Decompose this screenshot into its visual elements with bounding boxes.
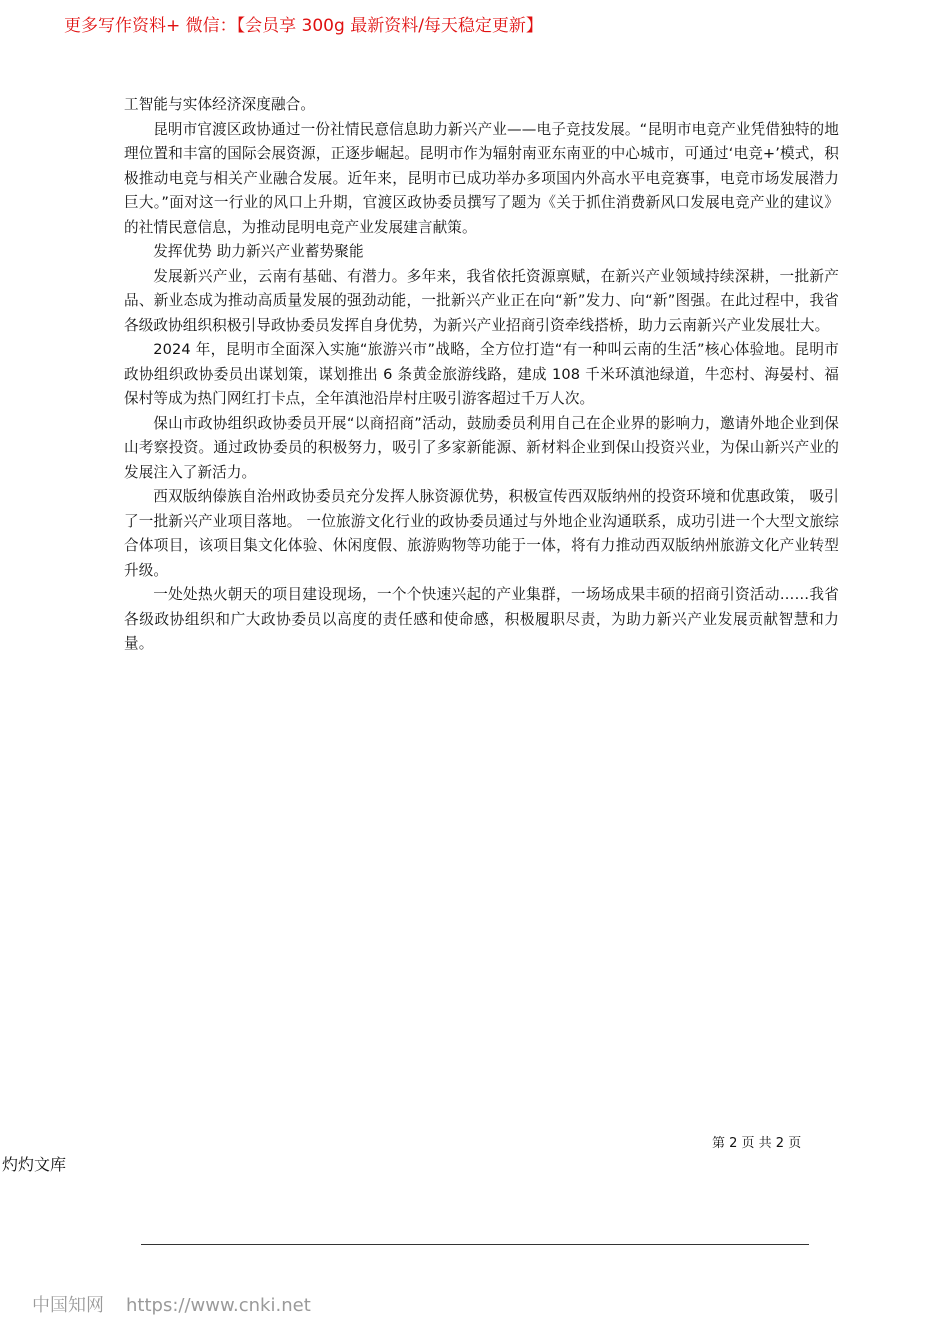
- paragraph-xishuangbanna: 西双版纳傣族自治州政协委员充分发挥人脉资源优势，积极宣传西双版纳州的投资环境和优惠政策， 吸引了一批新兴产业项目落地。 一位旅游文化行业的政协委员通过与外地企业沟通联系，成功引进一个大型文旅综合体项目，该项目集文化体验、休闲度假、旅游购物等功能于一体，将有力推动西双版纳州旅游文化产业转型升级。: [124, 488, 839, 579]
- section-heading: 发挥优势 助力新兴产业蓄势聚能: [153, 243, 364, 260]
- paragraph-baoshan: 保山市政协组织政协委员开展“以商招商”活动，鼓励委员利用自己在企业界的影响力，邀请外地企业到保山考察投资。通过政协委员的积极努力，吸引了多家新能源、新材料企业到保山投资兴业，为保山新兴产业的发展注入了新活力。: [124, 414, 839, 481]
- page-number: 第 2 页 共 2 页: [712, 1136, 802, 1151]
- footer-divider: [141, 1244, 809, 1245]
- watermark-url: https://www.cnki.net: [126, 1295, 311, 1316]
- library-name: 灼灼文库: [2, 1155, 67, 1174]
- watermark-brand: 中国知网: [32, 1295, 104, 1316]
- paragraph-conclusion: 一处处热火朝天的项目建设现场，一个个快速兴起的产业集群，一场场成果丰硕的招商引资活动……我省各级政协组织和广大政协委员以高度的责任感和使命感，积极履职尽责，为助力新兴产业发展贡献智慧和力量。: [124, 586, 839, 652]
- cnki-watermark: [32, 1293, 311, 1319]
- promo-banner: 更多写作资料+ 微信：【会员享 300g 最新资料/每天稳定更新】: [64, 16, 543, 36]
- paragraph-kunming-tourism: 2024 年，昆明市全面深入实施“旅游兴市”战略，全方位打造“有一种叫云南的生活”核心体验地。昆明市政协组织政协委员出谋划策，谋划推出 6 条黄金旅游线路，建成 108 千米环滇池绿道，牛恋村、海晏村、福保村等成为热门网红打卡点，全年滇池沿岸村庄吸引游客超过千万人次。: [124, 341, 839, 407]
- paragraph-new-industries: 发展新兴产业，云南有基础、有潜力。多年来，我省依托资源禀赋，在新兴产业领域持续深耕，一批新产品、新业态成为推动高质量发展的强劲动能，一批新兴产业正在向“新”发力、向“新”图强。在此过程中，我省各级政协组织积极引导政协委员发挥自身优势，为新兴产业招商引资牵线搭桥，助力云南新兴产业发展壮大。: [124, 267, 839, 334]
- paragraph-kunming-esports: 昆明市官渡区政协通过一份社情民意信息助力新兴产业——电子竞技发展。“昆明市电竞产业凭借独特的地理位置和丰富的国际会展资源，正逐步崛起。昆明市作为辐射南亚东南亚的中心城市，可通过‘电竞+’模式，积极推动电竞与相关产业融合发展。近年来，昆明市已成功举办多项国内外高水平电竞赛事，电竞市场发展潜力巨大。”面对这一行业的风口上升期，官渡区政协委员撰写了题为《关于抓住消费新风口发展电竞产业的建议》的社情民意信息，为推动昆明电竞产业发展建言献策。: [124, 120, 839, 236]
- paragraph-continuation: 工智能与实体经济深度融合。: [124, 96, 316, 113]
- document-body: [124, 93, 839, 657]
